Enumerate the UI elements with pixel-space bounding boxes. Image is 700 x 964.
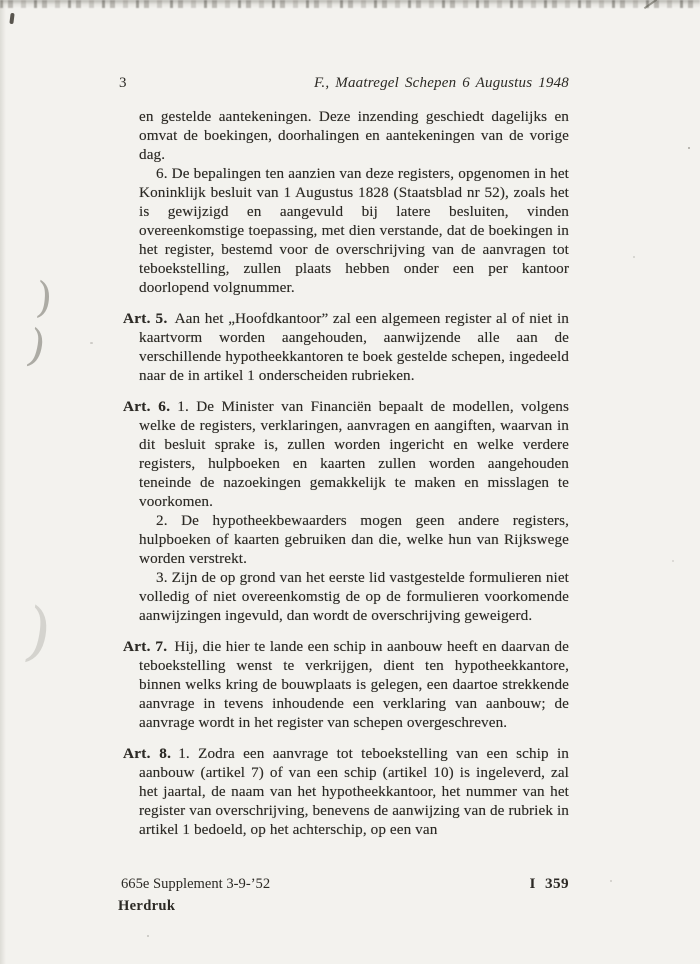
paper-speck bbox=[633, 256, 635, 258]
handwritten-margin-mark: ) bbox=[22, 319, 51, 374]
paper-speck bbox=[672, 560, 674, 562]
footer-code: I 359 bbox=[529, 875, 569, 892]
footer-reprint: Herdruk bbox=[118, 898, 176, 914]
paragraph-clause-3: 3. Zijn de op grond van het eerste lid vastgestelde formulieren niet volledig of niet overeenkomstig de op de formulieren voorkomende aanwijzingen ingevuld, dan wordt de overschrijving geweigerd. bbox=[139, 569, 569, 624]
paragraph-clause-6: 6. De bepalingen ten aanzien van deze registers, opgenomen in het Koninklijk besluit van 1 Augustus 1828 (Staatsblad nr 52), zoals het is gewijzigd en aangevuld bij latere besluiten, vinden overeenkomstige toepassing, met dien verstande, dat de boekingen in het register, bestemd voor de overschrijving van de aanvragen tot teboekstelling, zullen plaats hebben onder een per kantoor doorlopend volgnummer. bbox=[139, 165, 569, 296]
article-6-text: 1. De Minister van Financiën bepaalt de modellen, volgens welke de registers, verklaringen, aanvragen en aangiften, waarvan in dit besluit sprake is, zullen worden ingericht en welke verdere registers, hulpboeken en kaarten zullen worden aangehouden teneinde de nazoekingen gemakkelijk te maken en misslagen te voorkomen. bbox=[139, 398, 569, 510]
paper-speck bbox=[147, 935, 149, 937]
scan-edge-noise bbox=[0, 0, 700, 8]
article-7-text: Hij, die hier te lande een schip in aanbouw heeft en daarvan de teboekstelling wenst te verkrijgen, dient ten hypotheekkantore, binnen welks kring de bouwplaats is gelegen, een daartoe strekkende aanvrage in tevens inhoudende een verklaring van aanbouw; de aanvrage wordt in het register van schepen overgeschreven. bbox=[139, 638, 569, 731]
paper-speck bbox=[610, 880, 612, 882]
paper-speck bbox=[90, 342, 93, 344]
page-number: 3 bbox=[119, 75, 127, 91]
document-body bbox=[123, 107, 569, 839]
article-7-label: Art. 7. bbox=[123, 638, 168, 655]
article-8 bbox=[123, 744, 569, 839]
article-8-text: 1. Zodra een aanvrage tot teboekstelling van een schip in aanbouw (artikel 7) of van een schip (artikel 10) is ingeleverd, zal het jaartal, de naam van het hypotheekkantoor, het nummer van het register van overschrijving, benevens de aanwijzing van de rubriek in artikel 1 bedoeld, op het achterschip, op een van bbox=[139, 745, 569, 838]
running-header-title: F., Maatregel Schepen 6 Augustus 1948 bbox=[313, 75, 569, 91]
footer-supplement: 665e Supplement 3-9-’52 bbox=[121, 876, 271, 892]
article-7 bbox=[123, 637, 569, 732]
article-6-label: Art. 6. bbox=[123, 398, 171, 415]
article-6 bbox=[123, 397, 569, 511]
article-5-text: Aan het „Hoofdkantoor” zal een algemeen register al of niet in kaartvorm worden aangehouden, aanwijzende alle aan de verschillende hypotheekkantoren te boek gestelde schepen, ingedeeld naar de in artikel 1 onderscheiden rubrieken. bbox=[139, 310, 569, 384]
paragraph-continuation: en gestelde aantekeningen. Deze inzending geschiedt dagelijks en omvat de boekingen, doorhalingen en aantekeningen van de vorige dag. bbox=[139, 108, 569, 163]
handwritten-margin-mark: ) bbox=[33, 272, 55, 323]
running-header bbox=[119, 74, 569, 92]
handwritten-margin-mark-faint: ) bbox=[19, 594, 58, 672]
paragraph-clause-2: 2. De hypotheekbewaarders mogen geen andere registers, hulpboeken of kaarten gebruiken dan die, welke hun van Rijkswege worden verstrekt. bbox=[139, 512, 569, 567]
article-8-label: Art. 8. bbox=[123, 745, 172, 762]
footer-line bbox=[121, 875, 569, 893]
article-5 bbox=[123, 309, 569, 385]
ink-blot bbox=[9, 13, 14, 24]
article-5-label: Art. 5. bbox=[123, 310, 168, 327]
paper-speck bbox=[688, 147, 690, 149]
page-footer bbox=[118, 875, 569, 915]
scan-edge-shadow bbox=[0, 0, 6, 964]
